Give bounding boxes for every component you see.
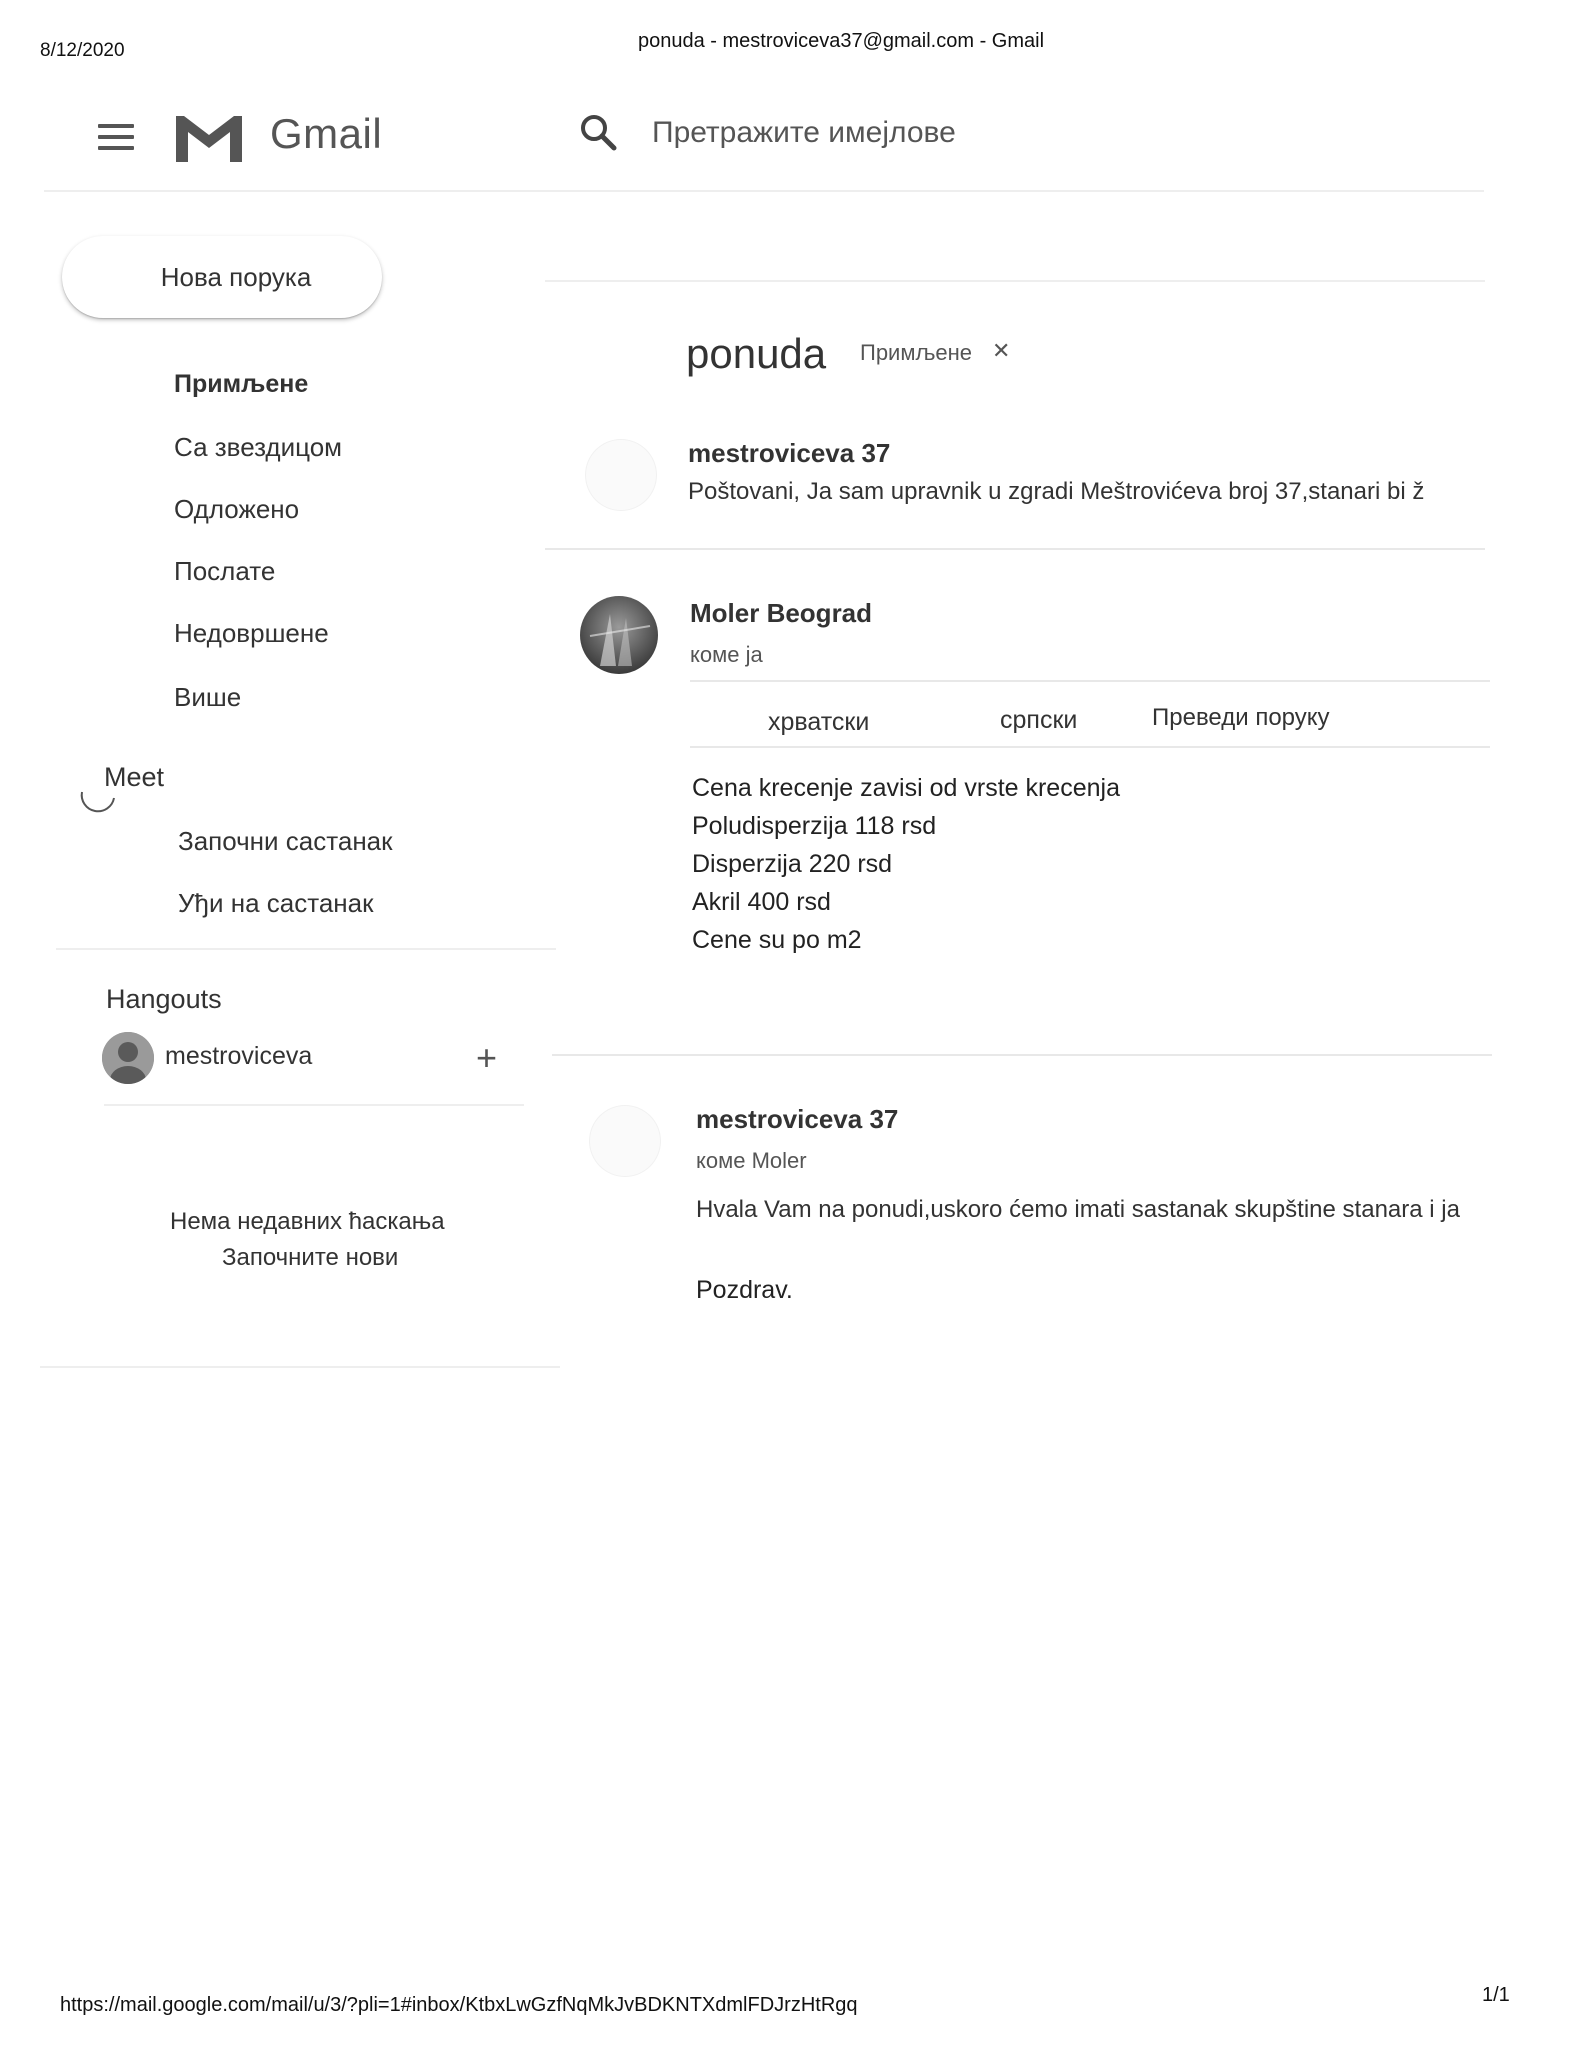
message-recipient[interactable]: коме Moler xyxy=(696,1148,807,1173)
message-body-line: Poludisperzija 118 rsd xyxy=(692,812,937,840)
hangouts-user-name[interactable]: mestroviceva xyxy=(165,1042,313,1070)
print-page-number: 1/1 xyxy=(1482,1984,1510,2006)
print-url: https://mail.google.com/mail/u/3/?pli=1#inbox/KtbxLwGzfNqMkJvBDKNTXdmlFDJrzHtRgq xyxy=(60,1994,858,2016)
message-sender[interactable]: mestroviceva 37 xyxy=(688,438,891,468)
hangouts-divider xyxy=(104,1104,524,1106)
translate-bar-divider-bottom xyxy=(690,746,1490,748)
message-divider xyxy=(545,548,1485,550)
message-body-line: Disperzija 220 rsd xyxy=(692,850,893,878)
meet-join-button[interactable]: Уђи на састанак xyxy=(178,888,374,918)
message-body-line: Cene su po m2 xyxy=(692,926,862,954)
gmail-wordmark: Gmail xyxy=(270,110,383,157)
compose-button[interactable]: Нова порука xyxy=(62,236,382,318)
translate-message-button[interactable]: Преведи поруку xyxy=(1152,704,1330,731)
header-divider xyxy=(44,190,1484,192)
thread-subject: ponuda xyxy=(686,330,827,377)
close-icon[interactable]: ✕ xyxy=(992,338,1011,363)
hangouts-section-title: Hangouts xyxy=(106,984,222,1014)
meet-section-title: Meet xyxy=(104,762,165,792)
message-body-line: Cena krecenje zavisi od vrste krecenja xyxy=(692,774,1120,802)
start-new-chat-link[interactable]: Започните нови xyxy=(222,1244,399,1271)
message-snippet[interactable]: Poštovani, Ja sam upravnik u zgradi Meštrovićeva broj 37,stanari bi ž xyxy=(688,478,1425,505)
add-chat-icon[interactable]: + xyxy=(476,1037,498,1078)
sidebar-bottom-divider xyxy=(40,1366,560,1368)
sidebar-item-sent[interactable]: Послате xyxy=(174,556,276,586)
search-input[interactable] xyxy=(650,110,1354,156)
message-signoff: Pozdrav. xyxy=(696,1276,793,1304)
search-icon[interactable] xyxy=(578,112,618,152)
no-recent-chats-text: Нема недавних ћаскања xyxy=(170,1208,445,1235)
sidebar-item-snoozed[interactable]: Одложено xyxy=(174,494,300,524)
message-sender[interactable]: Moler Beograd xyxy=(690,598,873,628)
avatar[interactable] xyxy=(580,596,658,674)
print-page-title: ponuda - mestroviceva37@gmail.com - Gmail xyxy=(638,30,1045,52)
translate-target-language[interactable]: српски xyxy=(1000,706,1078,734)
message-divider xyxy=(552,1054,1492,1056)
sidebar-divider xyxy=(56,948,556,950)
toolbar-divider xyxy=(545,280,1485,282)
avatar[interactable] xyxy=(590,1106,660,1176)
avatar[interactable] xyxy=(586,440,656,510)
gmail-logo-icon[interactable] xyxy=(172,110,246,166)
message-recipient[interactable]: коме ја xyxy=(690,642,763,667)
sidebar-item-drafts[interactable]: Недовршене xyxy=(174,618,329,648)
print-date: 8/12/2020 xyxy=(40,40,125,61)
translate-bar-divider-top xyxy=(690,680,1490,682)
sidebar-item-starred[interactable]: Са звездицом xyxy=(174,432,343,462)
message-sender[interactable]: mestroviceva 37 xyxy=(696,1104,899,1134)
avatar[interactable] xyxy=(102,1032,154,1084)
sidebar-item-inbox[interactable]: Примљене xyxy=(174,370,309,398)
message-body-line: Hvala Vam na ponudi,uskoro ćemo imati sastanak skupštine stanara i ja xyxy=(696,1196,1460,1223)
translate-source-language[interactable]: хрватски xyxy=(768,708,870,736)
meet-start-button[interactable]: Започни састанак xyxy=(178,826,393,856)
message-body-line: Akril 400 rsd xyxy=(692,888,831,916)
main-menu-icon[interactable] xyxy=(98,124,134,152)
inbox-label-chip[interactable]: Примљене xyxy=(860,340,973,365)
sidebar-item-more[interactable]: Више xyxy=(174,682,242,712)
